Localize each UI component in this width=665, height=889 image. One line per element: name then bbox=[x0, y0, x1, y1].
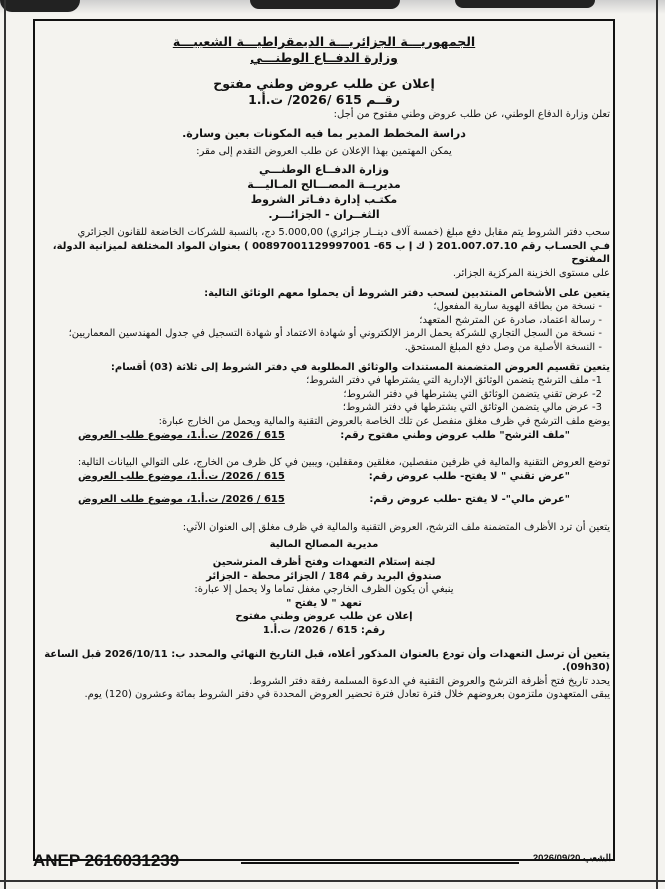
page-bottom-rule bbox=[0, 880, 665, 882]
announcement-title: إعلان عن طلب عروض وطني مفتوح bbox=[213, 76, 435, 91]
anep-reference: ANEP 2616031239 bbox=[33, 851, 180, 870]
address-line-1: مديرية المصالح المالية bbox=[269, 539, 379, 551]
office-line-1: وزارة الدفــاع الوطنـــي bbox=[258, 163, 390, 177]
envelope-financial-label: "عرض مالي"- لا يفتح -طلب عروض رقم: bbox=[369, 494, 570, 506]
deadline-line-2: يحدد تاريخ فتح أظرفة الترشح والعروض التقنية في الدعوة المسلمة رفقة دفتر الشروط. bbox=[249, 675, 610, 687]
office-line-2: مديريــة المصـــالح المـاليـــة bbox=[247, 178, 401, 192]
documents-heading: يتعين على الأشخاص المنتدبين لسحب دفتر الشروط أن يحملوا معهم الوثائق التالية: bbox=[204, 287, 610, 299]
address-line-7: رقم: 615 / 2026/ ت.أ.1 bbox=[262, 625, 386, 637]
part-item: 3- عرض مالي يتضمن الوثائق التي يشترطها في دفتر الشروط؛ bbox=[342, 402, 602, 414]
document-item: - نسخة من السجل التجاري للشركة يحمل الرمز الإلكتروني أو شهادة الاعتماد أو شهادة التسجيل في جدول المهندسين المعماريين؛ bbox=[68, 328, 602, 340]
envelope-technical-number: 615 / 2026/ ت.أ.1، موضوع طلب العروض bbox=[78, 470, 285, 482]
payment-line-3: على مستوى الخزينة المركزية الجزائر. bbox=[452, 267, 610, 279]
deadline-line-1: يتعين أن ترسل التعهدات وأن تودع بالعنوان المذكور أعلاه، قبل التاريخ النهائي والمحدد ب: 2026/10/11 قبل الساعة (09h30). bbox=[44, 648, 610, 674]
footer-rule bbox=[241, 862, 519, 864]
envelope-candidacy-number: 615 / 2026/ ت.أ.1، موضوع طلب العروض bbox=[78, 429, 285, 441]
deadline-line-3: يبقى المتعهدون ملتزمون بعروضهم خلال فترة تعادل فترة تحضير العروض المحددة في دفتر الشروط بمائة وعشرون (120) يوم. bbox=[84, 689, 610, 701]
scan-artifact bbox=[455, 0, 595, 8]
intro-text: تعلن وزارة الدفاع الوطني، عن طلب عروض وطني مفتوح من أجل: bbox=[333, 109, 610, 120]
address-line-4: ينبغي أن يكون الظرف الخارجي مغفل تماما ولا يحمل إلا عبارة: bbox=[194, 584, 454, 596]
envelope-intro: يوضع ملف الترشح في ظرف مغلق منفصل عن تلك الخاصة بالعروض التقنية والمالية ويحمل من الخارج عبارة: bbox=[158, 415, 610, 427]
office-line-4: الثغــران - الجزائـــر. bbox=[268, 208, 380, 222]
address-intro: يتعين أن ترد الأظرف المتضمنة ملف الترشح، العروض التقنية والمالية في ظرف مغلق إلى العنوان الآتي: bbox=[182, 521, 610, 533]
part-item: 1- ملف الترشح يتضمن الوثائق الإدارية التي يشترطها في دفتر الشروط؛ bbox=[306, 375, 602, 387]
republic-header: الجمهوريـــة الجزائريـــة الديمقراطيـــة الشعبيـــة bbox=[172, 34, 476, 49]
office-line-3: مكتـب إدارة دفـاتر الشروط bbox=[250, 193, 398, 207]
part-item: 2- عرض تقني يتضمن الوثائق التي يشترطها في دفتر الشروط؛ bbox=[343, 388, 602, 400]
envelope-financial-number: 615 / 2026/ ت.أ.1، موضوع طلب العروض bbox=[78, 494, 285, 506]
ministry-header: وزارة الدفــاع الوطنـــي bbox=[250, 50, 398, 65]
footer bbox=[33, 853, 615, 873]
address-line-3: صندوق البريد رقم 184 / الجزائر محطة - الجزائر bbox=[206, 570, 442, 582]
envelope-candidacy-label: "ملف الترشح" طلب عروض وطني مفتوح رقم: bbox=[340, 429, 570, 441]
payment-line-1: سحب دفتر الشروط يتم مقابل دفع مبلغ (خمسة آلاف دينــار جزائري) 5.000,00 دج، بالنسبة للشركات الخاضعة للقانون الجزائري bbox=[77, 227, 610, 239]
envelope-technical-line bbox=[38, 470, 610, 484]
offers-intro: توضع العروض التقنية والمالية في ظرفين منفصلين، مغلقين ومقفلين، ويبين في كل ظرف من الخارج، على التوالي البيانات التالية: bbox=[77, 457, 610, 469]
announcement-body bbox=[38, 24, 610, 859]
envelope-candidacy-line bbox=[38, 429, 610, 443]
document-item: - النسخة الأصلية من وصل دفع المبلغ المستحق. bbox=[404, 341, 602, 353]
scan-artifact bbox=[250, 0, 400, 9]
page-edge-left bbox=[4, 0, 6, 889]
document-item: - رسالة اعتماد، صادرة عن المترشح المتعهد؛ bbox=[419, 314, 602, 326]
address-line-2: لجنة إستلام التعهدات وفتح أظرف المترشحين bbox=[212, 557, 436, 569]
withdraw-where-text: يمكن المهتمين بهذا الإعلان عن طلب العروض التقدم إلى مقر: bbox=[196, 145, 452, 157]
page-edge-right bbox=[656, 0, 658, 889]
parts-heading: يتعين تقسيم العروض المتضمنة المستندات والوثائق المطلوبة في دفتر الشروط إلى ثلاثة (03) أقسام: bbox=[110, 361, 610, 373]
envelope-financial-line bbox=[38, 493, 610, 507]
subject-text: دراسة المخطط المدير بما فيه المكونات بعين وسارة. bbox=[182, 126, 466, 140]
announcement-number: رقــم 615 /2026/ ت.أ.1 bbox=[248, 92, 400, 107]
address-line-6: إعلان عن طلب عروض وطني مفتوح bbox=[235, 611, 413, 623]
document-item: - نسخة من بطاقة الهوية سارية المفعول؛ bbox=[433, 301, 602, 313]
payment-line-2: فـي الحسـاب رقم 201.007.07.10 ( ك إ ب 65- 00897001129997001 ) بعنوان المواد المختلفة لميزانية الدولة، المفتوح bbox=[52, 240, 610, 266]
address-line-5: تعهد " لا يفتح " bbox=[286, 597, 362, 609]
envelope-technical-label: "عرض تقني " لا يفتح- طلب عروض رقم: bbox=[368, 470, 570, 482]
scan-artifact bbox=[0, 0, 80, 12]
publication-date: الشعب 2026/09/20 bbox=[532, 853, 611, 864]
